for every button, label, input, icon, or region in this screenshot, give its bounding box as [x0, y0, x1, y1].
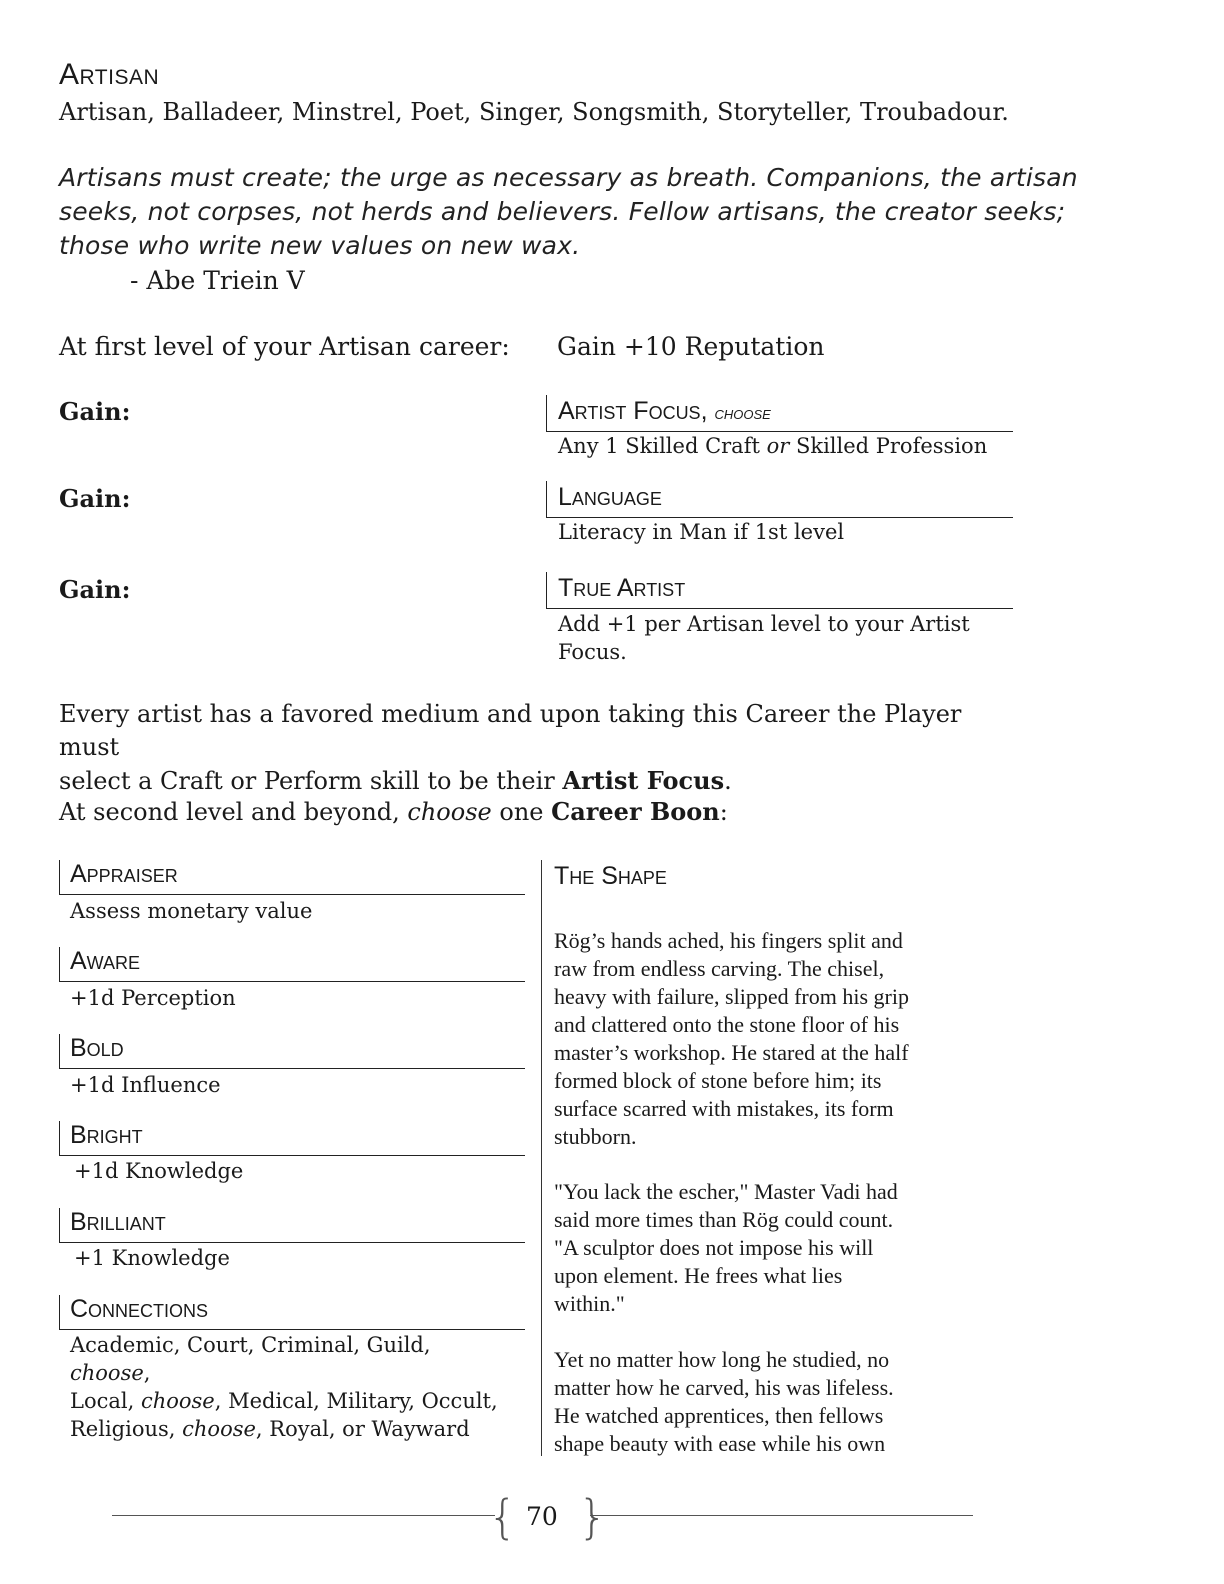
feature-header-true-artist	[546, 572, 1013, 609]
quote-attribution: - Abe Triein V	[130, 266, 305, 295]
boon-desc: +1d Perception	[70, 986, 236, 1010]
feature-header-artist-focus	[546, 395, 1013, 432]
feature-title: True Artist	[558, 574, 686, 602]
boon-header-aware: Aware	[59, 947, 525, 982]
boon-header-bright: Bright	[59, 1121, 525, 1156]
page-title: Artisan	[59, 58, 160, 91]
career-names: Artisan, Balladeer, Minstrel, Poet, Singer, Songsmith, Storyteller, Troubadour.	[59, 98, 1009, 126]
quote-line: those who write new values on new wax.	[59, 231, 581, 260]
gain-label: Gain:	[59, 397, 131, 426]
footer-bracket-right-icon: }	[578, 1490, 608, 1544]
first-level-label: At first level of your Artisan career:	[59, 332, 510, 361]
feature-header-language	[546, 481, 1013, 518]
gain-label: Gain:	[59, 484, 131, 513]
boon-desc: +1d Influence	[70, 1073, 221, 1097]
boon-desc: +1 Knowledge	[74, 1246, 230, 1270]
page-number: 70	[526, 1502, 558, 1531]
story-paragraph: Yet no matter how long he studied, no matter how he carved, his was lifeless. He watched apprentices, then fellows shape beauty with ease while his own	[554, 1347, 894, 1456]
feature-desc: Literacy in Man if 1st level	[558, 520, 845, 544]
gain-label: Gain:	[59, 575, 131, 604]
boon-header-connections: Connections	[59, 1295, 525, 1330]
footer-bracket-left-icon: {	[488, 1490, 518, 1544]
footer-rule-right	[590, 1515, 973, 1516]
column-divider	[541, 860, 542, 1456]
boon-header-appraiser: Appraiser	[59, 860, 525, 895]
story-paragraph: "You lack the escher," Master Vadi had said more times than Rög could count. "A sculptor does not impose his will upon element. He frees what lies within."	[554, 1179, 898, 1316]
boon-desc: Academic, Court, Criminal, Guild, choose, Local, choose, Medical, Military, Occult, Religious, choose, Royal, or Wayward	[70, 1333, 498, 1441]
quote-line: Artisans must create; the urge as necessary as breath. Companions, the artisan	[59, 163, 1078, 192]
story-title: The Shape	[554, 862, 667, 890]
feature-desc: Any 1 Skilled Craft or Skilled Profession	[558, 434, 988, 458]
feature-desc: Focus.	[558, 640, 627, 664]
boon-desc: Assess monetary value	[70, 899, 313, 923]
focus-paragraph: Every artist has a favored medium and upon taking this Career the Player must select a Craft or Perform skill to be their Artist Focus.	[59, 700, 962, 795]
footer-rule-left	[112, 1515, 495, 1516]
feature-title: Language	[558, 483, 662, 511]
boon-desc: +1d Knowledge	[74, 1159, 244, 1183]
boon-intro: At second level and beyond, choose one Career Boon:	[59, 797, 728, 826]
boon-header-brilliant: Brilliant	[59, 1208, 525, 1243]
boon-header-bold: Bold	[59, 1034, 525, 1069]
feature-title: Artist Focus, choose	[558, 397, 771, 425]
reputation-gain: Gain +10 Reputation	[557, 332, 825, 361]
feature-desc: Add +1 per Artisan level to your Artist	[558, 612, 970, 636]
quote-line: seeks, not corpses, not herds and believers. Fellow artisans, the creator seeks;	[59, 197, 1066, 226]
story-paragraph: Rög’s hands ached, his fingers split and raw from endless carving. The chisel, heavy with failure, slipped from his grip and clattered onto the stone floor of his master’s workshop. He stared at the half formed block of stone before him; its surface scarred with mistakes, its form stubborn.	[554, 928, 909, 1149]
